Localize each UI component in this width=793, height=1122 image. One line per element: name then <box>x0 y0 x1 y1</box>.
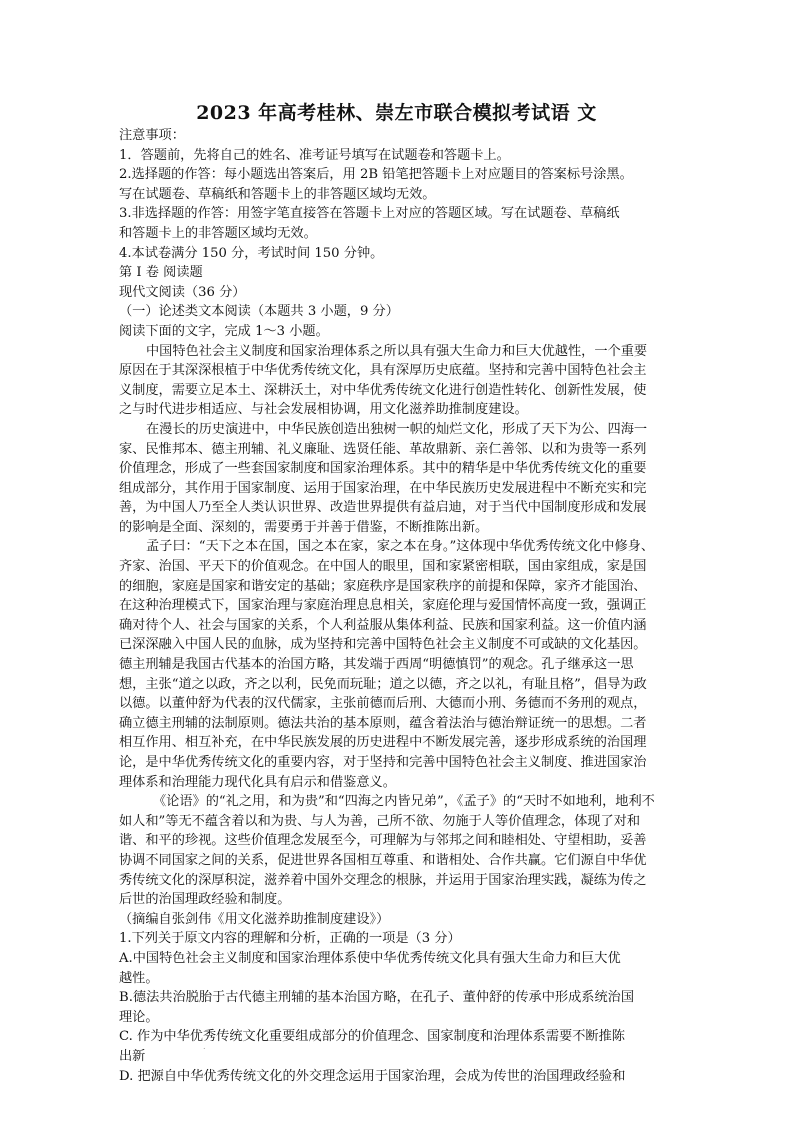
passage-paragraph <box>119 342 679 420</box>
passage-line: 如人和”等无不蕴含着以和为贵、与人为善，己所不欲、勿施于人等价值理念，体现了对和 <box>119 813 641 829</box>
passage-line: 谐、和平的珍视。这些价值理念发展至今，可理解为与邻邦之间和睦相处、守望相助，妥善 <box>119 833 647 849</box>
option-a <box>119 949 679 988</box>
passage-line: 孟子曰：“天下之本在国，国之本在家，家之本在身。”这体现中华优秀传统文化中修身、 <box>146 539 655 555</box>
question-1 <box>119 929 679 1086</box>
notice-line: 1．答题前，先将自己的姓名、准考证号填写在试题卷和答题卡上。 <box>119 147 510 163</box>
option-line: B.德法共治脱胎于古代德主刑辅的基本治国方略，在孔子、董仲舒的传承中形成系统治国 <box>119 990 635 1006</box>
passage-line: 确立德主刑辅的法制原则。德法共治的基本原则，蕴含着法治与德治辩证统一的思想。二者 <box>119 715 647 731</box>
exam-content <box>119 126 679 1086</box>
notice-line: 4.本试卷满分 150 分，考试时间 150 分钟。 <box>119 245 384 261</box>
passage-line: 善，为中国人乃至全人类认识世界、改造世界提供有益启迪，对于当代中国制度形成和发展 <box>119 500 647 516</box>
subsection-heading: （一）论述类文本阅读（本题共 3 小题，9 分） <box>119 304 399 320</box>
passage-line: 论，是中华优秀传统文化的重要内容，对于坚持和完善中国特色社会主义制度、推进国家治 <box>119 755 647 770</box>
notice-line: 3.非选择题的作答：用签字笔直接答在答题卡上对应的答题区域。写在试题卷、草稿纸 <box>119 206 620 222</box>
notice-line: 2.选择题的作答：每小题选出答案后，用 2B 铅笔把答题卡上对应题目的答案标号涂黑。 <box>119 167 633 183</box>
reading-instruction: 阅读下面的文字，完成 1～3 小题。 <box>119 323 329 339</box>
passage-line: 之与时代进步相适应、与社会发展相协调，用文化滋养助推制度建设。 <box>119 402 528 418</box>
passage-line: 齐家、治国、平天下的价值观念。在中国人的眼里，国和家紧密相联，国由家组成，家是国 <box>119 559 647 575</box>
passage-line: 想，主张“道之以政，齐之以利，民免而玩耻；道之以德，齐之以礼，有耻且格”，倡导为政 <box>119 676 647 692</box>
passage-line: 德主刑辅是我国古代基本的治国方略，其发端于西周“明德慎罚”的观念。孔子继承这一思 <box>119 657 634 673</box>
footer-mark: . <box>203 1042 206 1051</box>
option-line: A.中国特色社会主义制度和国家治理体系使中华优秀传统文化具有强大生命力和巨大优 <box>119 950 621 966</box>
part-heading: 现代文阅读（36 分） <box>119 284 246 300</box>
option-d <box>119 1067 679 1087</box>
option-line: D. 把源自中华优秀传统文化的外交理念运用于国家治理，会成为传世的治国理政经验和 <box>119 1068 626 1084</box>
option-line: 越性。 <box>119 970 159 986</box>
notice-line: 和答题卡上的非答题区域均无效。 <box>119 225 317 241</box>
passage-line: 《论语》的“礼之用，和为贵”和“四海之内皆兄弟”，《孟子》的“天时不如地利，地利不 <box>153 794 655 810</box>
passage-paragraph <box>119 537 679 792</box>
passage-paragraph <box>119 792 679 910</box>
passage-line: 原因在于其深深根植于中华优秀传统文化，具有深厚历史底蕴。坚持和完善中国特色社会主 <box>119 363 647 379</box>
passage-paragraph <box>119 420 679 538</box>
passage-line: 中国特色社会主义制度和国家治理体系之所以具有强大生命力和巨大优越性，一个重要 <box>146 343 648 359</box>
passage-line: 协调不同国家之间的关系，促进世界各国相互尊重、和谐相处、合作共赢。它们源自中华优 <box>119 852 647 868</box>
exam-title: 2023 年高考桂林、崇左市联合模拟考试语 文 <box>196 102 597 124</box>
passage-line: 相互作用、相互补充，在中华民族发展的历史进程中不断发展完善，逐步形成系统的治国理 <box>119 735 647 751</box>
passage-line: 在这种治理模式下，国家治理与家庭治理息息相关，家庭伦理与爱国情怀高度一致，强调正 <box>119 598 647 614</box>
notice-heading: 注意事项： <box>119 128 185 143</box>
passage-line: 的细胞，家庭是国家和谐安定的基础；家庭秩序是国家秩序的前提和保障，家齐才能国治、 <box>119 578 647 594</box>
passage-line: 确对待个人、社会与国家的关系，个人利益服从集体利益、民族和国家利益。这一价值内涵 <box>119 617 647 633</box>
option-line: 理论。 <box>119 1009 159 1025</box>
option-line: C. 作为中华优秀传统文化重要组成部分的价值理念、国家制度和治理体系需要不断推陈 <box>119 1029 625 1045</box>
notice-list <box>119 146 679 264</box>
passage-line: 义制度，需要立足本土、深耕沃土，对中华优秀传统文化进行创造性转化、创新性发展，使 <box>119 382 647 398</box>
passage-source: （摘编自张剑伟《用文化滋养助推制度建设》） <box>119 911 390 927</box>
passage-line: 在漫长的历史演进中，中华民族创造出独树一帜的灿烂文化，形成了天下为公、四海一 <box>146 421 648 437</box>
passage-line: 组成部分，其作用于国家制度、运用于国家治理，在中华民族历史发展进程中不断充实和完 <box>119 480 647 496</box>
option-b <box>119 988 679 1027</box>
question-stem: 1.下列关于原文内容的理解和分析，正确的一项是（3 分） <box>119 931 461 947</box>
passage-line: 家、民惟邦本、德主刑辅、礼义廉耻、选贤任能、革故鼎新、亲仁善邻、以和为贵等一系列 <box>119 441 647 457</box>
passage-line: 以德。以董仲舒为代表的汉代儒家，主张前德而后刑、大德而小刑、务德而不务刑的观点， <box>119 696 647 712</box>
notice-line: 写在试题卷、草稿纸和答题卡上的非答题区域均无效。 <box>119 186 436 202</box>
passage-line: 后世的治国理政经验和制度。 <box>119 892 291 908</box>
passage-line: 价值理念，形成了一些套国家制度和国家治理体系。其中的精华是中华优秀传统文化的重要 <box>119 461 647 477</box>
volume-heading: 第 Ⅰ 卷 阅读题 <box>119 265 203 281</box>
passage-line: 已深深融入中国人民的血脉，成为坚持和完善中国特色社会主义制度不可或缺的文化基因。 <box>119 637 647 653</box>
passage-line: 秀传统文化的深厚积淀，滋养着中国外交理念的根脉，并运用于国家治理实践，凝练为传之 <box>119 872 647 888</box>
option-line: 出新 <box>119 1048 146 1064</box>
passage-line: 的影响是全面、深刻的，需要勇于并善于借鉴，不断推陈出新。 <box>119 519 489 535</box>
passage-line: 理体系和治理能力现代化具有启示和借鉴意义。 <box>119 774 396 790</box>
